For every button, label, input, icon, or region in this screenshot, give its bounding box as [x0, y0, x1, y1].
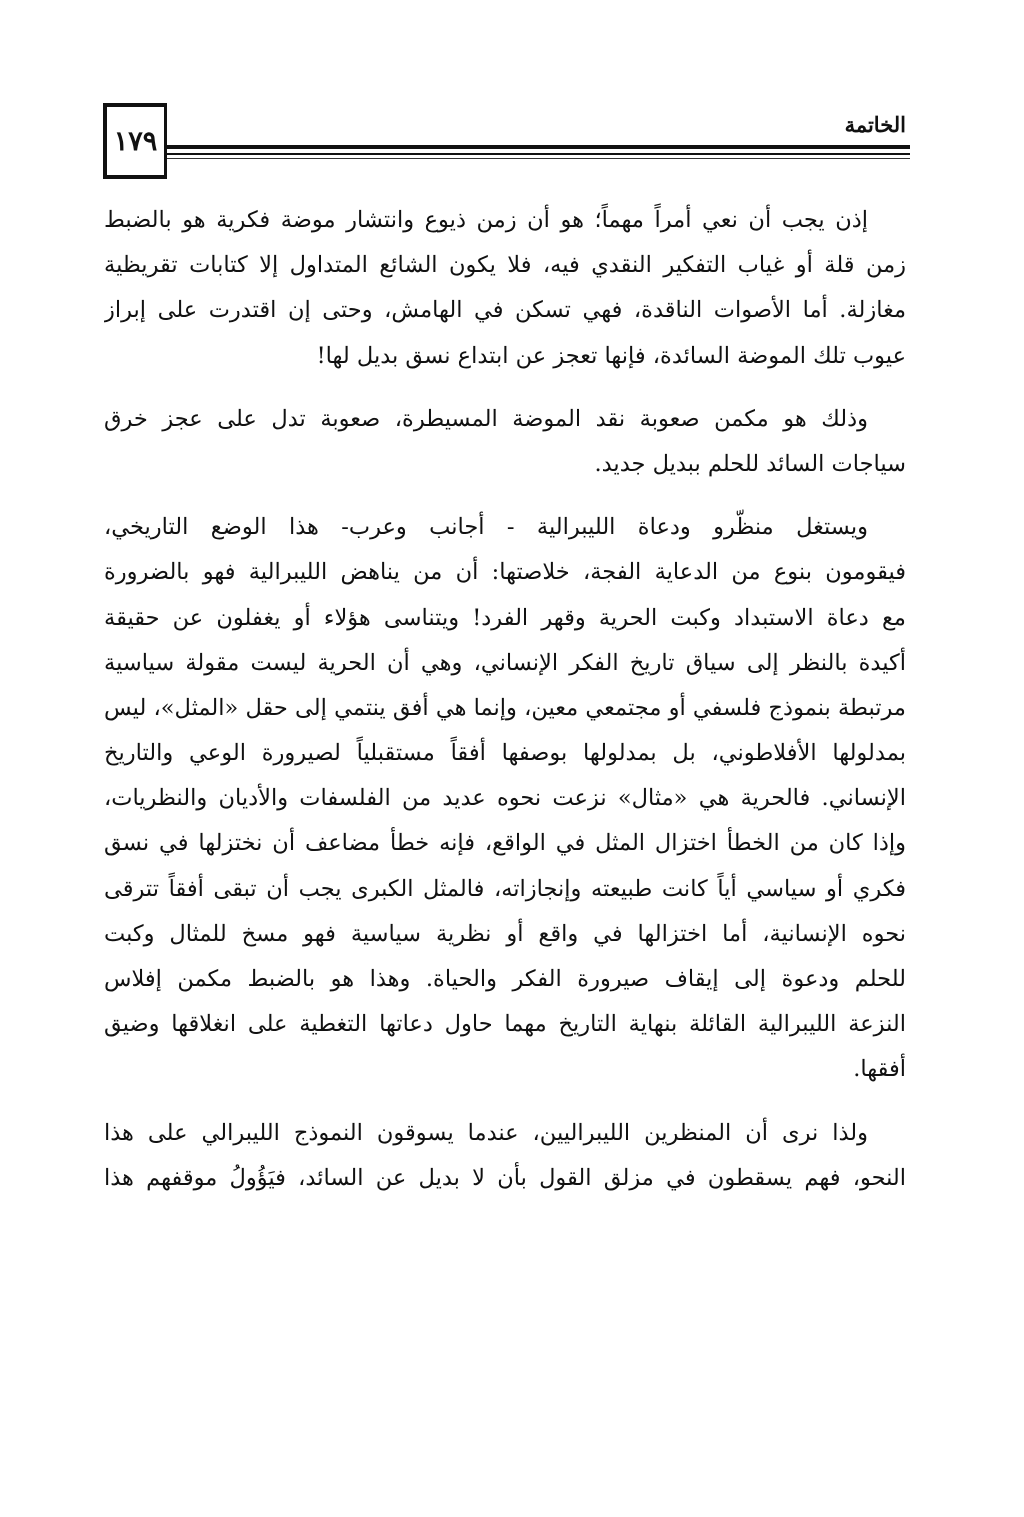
paragraph-gap — [104, 1093, 906, 1111]
text-line: أفقها. — [853, 1056, 906, 1083]
text-line: بمدلولها الأفلاطوني، بل بمدلولها بوصفها أفقاً مستقبلياً لصيرورة الوعي والتاريخ — [104, 740, 906, 767]
text-line: النزعة الليبرالية القائلة بنهاية التاريخ مهما حاول دعاتها التغطية على انغلاقها وضيق — [104, 1011, 906, 1038]
text-line: وذلك هو مكمن صعوبة نقد الموضة المسيطرة، صعوبة تدل على عجز خرق — [104, 405, 868, 432]
text-line: مع دعاة الاستبداد وكبت الحرية وقهر الفرد! ويتناسى هؤلاء أو يغفلون عن حقيقة — [104, 604, 906, 631]
text-line: إذن يجب أن نعي أمراً مهماً؛ هو أن زمن ذيوع وانتشار موضة فكرية هو بالضبط — [104, 207, 868, 233]
text-line: الإنساني. فالحرية هي «مثال» نزعت نحوه عديد من الفلسفات والأديان والنظريات، — [104, 785, 906, 812]
paragraph-1 — [104, 198, 906, 379]
header-rule-hairline — [167, 158, 910, 159]
text-line: عيوب تلك الموضة السائدة، فإنها تعجز عن ابتداع نسق بديل لها! — [316, 342, 906, 369]
text-line: وإذا كان من الخطأ اختزال المثل في الواقع، فإنه خطأ مضاعف أن نختزلها في نسق — [104, 830, 906, 857]
header-rule-thick — [167, 145, 910, 149]
header-rule-thin — [167, 153, 910, 155]
text-line: أكيدة بالنظر إلى سياق تاريخ الفكر الإنساني، وهي أن الحرية ليست مقولة سياسية — [104, 649, 906, 676]
paragraph-3 — [104, 505, 906, 1092]
body-text — [104, 198, 906, 1201]
paragraph-gap — [104, 379, 906, 397]
text-line: مرتبطة بنموذج فلسفي أو مجتمعي معين، وإنما هي أفق ينتمي إلى حقل «المثل»، ليس — [104, 694, 906, 721]
text-line: للحلم ودعوة إلى إيقاف صيرورة الفكر والحياة. وهذا هو بالضبط مكمن إفلاس — [104, 966, 906, 992]
text-line: ويستغل منظّرو ودعاة الليبرالية - أجانب وعرب- هذا الوضع التاريخي، — [104, 514, 868, 541]
text-line: النحو، فهم يسقطون في مزلق القول بأن لا بديل عن السائد، فيَؤُولُ موقفهم هذا — [104, 1164, 906, 1191]
text-line: مغازلة. أما الأصوات الناقدة، فهي تسكن في الهامش، وحتى إن اقتدرت على إبراز — [104, 297, 906, 324]
text-line: فيقومون بنوع من الدعاية الفجة، خلاصتها: أن من يناهض الليبرالية فهو بالضرورة — [104, 559, 906, 586]
text-line: نحوه الإنسانية، أما اختزالها في واقع أو نظرية سياسية فهو مسخ للمثال وكبت — [104, 920, 906, 947]
paragraph-2 — [104, 397, 906, 487]
text-line: ولذا نرى أن المنظرين الليبراليين، عندما يسوقون النموذج الليبرالي على هذا — [104, 1119, 868, 1146]
text-line: زمن قلة أو غياب التفكير النقدي فيه، فلا يكون الشائع المتداول إلا كتابات تقريظية — [104, 252, 906, 279]
page-number: ١٧٩ — [103, 103, 167, 179]
paragraph-gap — [104, 487, 906, 505]
text-line: فكري أو سياسي أياً كانت طبيعته وإنجازاته، فالمثل الكبرى يجب أن تبقى أفقاً تترقى — [104, 875, 906, 902]
text-line: سياجات السائد للحلم ببديل جديد. — [594, 450, 906, 477]
paragraph-4 — [104, 1111, 906, 1201]
running-head: الخاتمة — [844, 112, 906, 137]
